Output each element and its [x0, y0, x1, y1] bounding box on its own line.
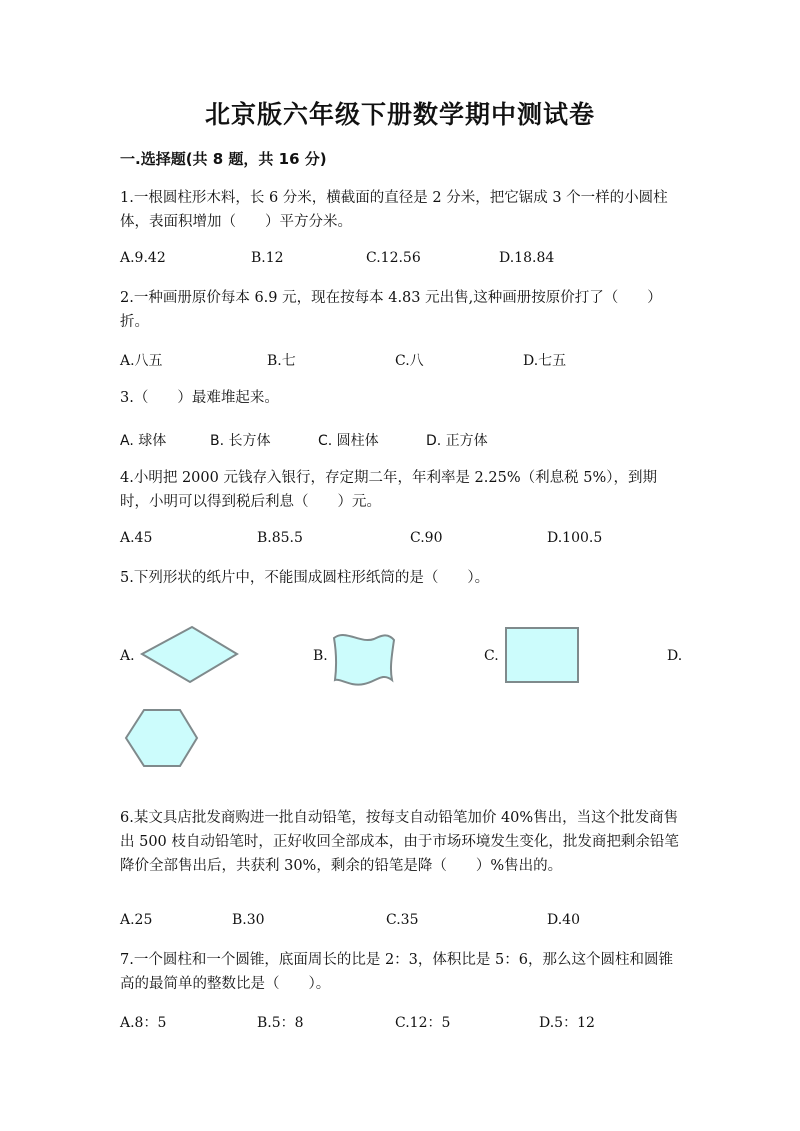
option-a[interactable]: A.45 — [120, 530, 153, 546]
option-c[interactable]: C.35 — [386, 912, 419, 928]
question-1: 1.一根圆柱形木料，长 6 分米，横截面的直径是 2 分米，把它锯成 3 个一样的小圆柱体，表面积增加（ ）平方分米。 — [120, 190, 668, 230]
page-title: 北京版六年级下册数学期中测试卷 — [204, 100, 595, 129]
option-d[interactable]: D. — [667, 648, 683, 664]
option-c[interactable]: C.12.56 — [366, 250, 421, 266]
option-d[interactable]: D.七五 — [523, 353, 567, 369]
option-b[interactable]: B. 长方体 — [210, 433, 271, 449]
rectangle-shape[interactable] — [503, 625, 583, 685]
section-heading: 一.选择题(共 8 题，共 16 分) — [120, 150, 327, 168]
option-c[interactable]: C. 圆柱体 — [318, 433, 379, 449]
option-d[interactable]: D.5：12 — [539, 1015, 595, 1031]
hexagon-shape[interactable] — [122, 706, 202, 770]
question-4-options — [120, 530, 720, 550]
question-3: 3.（ ）最难堆起来。 — [120, 390, 279, 406]
option-b[interactable]: B.七 — [267, 353, 296, 369]
question-3-options — [120, 430, 720, 450]
option-b[interactable]: B.85.5 — [257, 530, 303, 546]
option-c[interactable]: C.90 — [410, 530, 443, 546]
option-a[interactable]: A.25 — [120, 912, 153, 928]
rhombus-shape[interactable] — [138, 624, 242, 686]
option-a[interactable]: A.八五 — [120, 353, 163, 369]
option-c[interactable]: C.12：5 — [395, 1015, 451, 1031]
question-7-options — [120, 1012, 720, 1032]
option-c[interactable]: C. — [484, 648, 499, 664]
option-a[interactable]: A.8：5 — [120, 1015, 167, 1031]
question-4: 4.小明把 2000 元钱存入银行，存定期二年，年利率是 2.25%（利息税 5%），到期时，小明可以得到税后利息（ ）元。 — [120, 470, 657, 510]
option-a[interactable]: A. 球体 — [120, 433, 167, 449]
question-5: 5.下列形状的纸片中，不能围成圆柱形纸筒的是（ ）。 — [120, 570, 490, 586]
option-a[interactable]: A.9.42 — [120, 250, 166, 266]
question-6-options — [120, 912, 720, 932]
option-d[interactable]: D.100.5 — [547, 530, 603, 546]
option-c[interactable]: C.八 — [395, 353, 424, 369]
option-b[interactable]: B.30 — [232, 912, 265, 928]
option-b[interactable]: B.5：8 — [257, 1015, 304, 1031]
question-7: 7.一个圆柱和一个圆锥，底面周长的比是 2：3，体积比是 5：6，那么这个圆柱和圆锥高的最简单的整数比是（ ）。 — [120, 952, 673, 992]
option-a[interactable]: A. — [120, 648, 135, 664]
wavy-parallelogram-shape[interactable] — [330, 632, 400, 687]
option-d[interactable]: D.18.84 — [499, 250, 555, 266]
option-d[interactable]: D. 正方体 — [426, 433, 488, 449]
question-6: 6.某文具店批发商购进一批自动铅笔，按每支自动铅笔加价 40%售出，当这个批发商售出 500 枝自动铅笔时，正好收回全部成本，由于市场环境发生变化，批发商把剩余铅笔降价全部售出后，共获利 30%，剩余的铅笔是降（ ）%售出的。 — [120, 810, 679, 874]
question-2-options — [120, 350, 720, 370]
option-b[interactable]: B.12 — [251, 250, 284, 266]
question-1-options — [120, 250, 720, 270]
option-b[interactable]: B. — [313, 648, 328, 664]
option-d[interactable]: D.40 — [547, 912, 580, 928]
question-2: 2.一种画册原价每本 6.9 元，现在按每本 4.83 元出售,这种画册按原价打了（ ）折。 — [120, 290, 662, 330]
